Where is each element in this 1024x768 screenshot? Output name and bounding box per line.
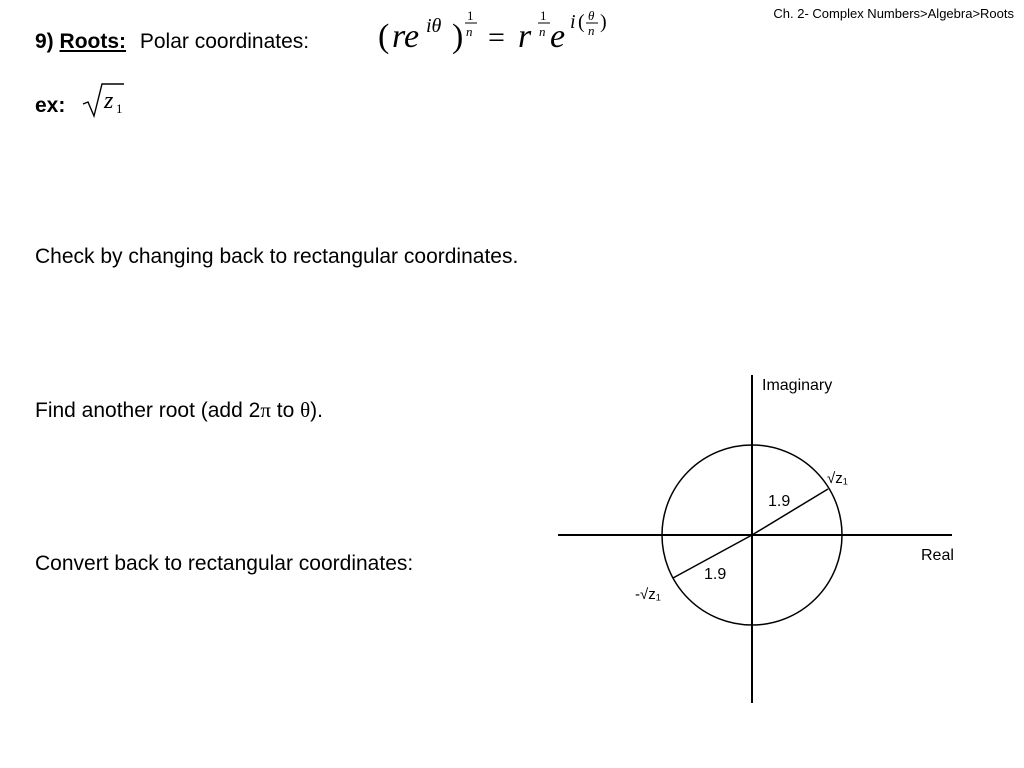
formula-lhs-base: re: [392, 18, 420, 55]
polar-root-formula: [378, 4, 618, 64]
formula-open-paren: (: [378, 18, 390, 55]
sqrt-z-subscript: 1: [116, 101, 123, 116]
formula-rhs-frac-den: n: [539, 24, 546, 39]
formula-equals: =: [488, 21, 505, 54]
another-root-mid: to: [270, 399, 301, 422]
pi-symbol: π: [260, 398, 271, 422]
another-root-instruction: [35, 398, 323, 423]
section-number: 9): [35, 30, 54, 53]
another-root-prefix: Find another root (add 2: [35, 399, 261, 422]
breadcrumb: Ch. 2- Complex Numbers>Algebra>Roots: [773, 6, 1014, 21]
complex-plane-diagram: [555, 370, 965, 710]
sqrt-z: z: [104, 88, 114, 114]
root-label-1: √z₁: [827, 470, 848, 487]
radius-label-1: 1.9: [768, 493, 791, 510]
formula-lhs-frac-num: 1: [467, 8, 474, 23]
section-title: Roots:: [59, 30, 127, 53]
sqrt-z1-expression: [80, 80, 130, 120]
formula-rhs-exp-i: i: [570, 11, 576, 33]
another-root-suffix: ).: [310, 399, 323, 422]
real-label: Real: [921, 547, 954, 564]
root-label-2: -√z₁: [635, 586, 661, 603]
theta-symbol: θ: [300, 398, 311, 422]
radius-label-2: 1.9: [704, 566, 727, 583]
section-subtitle: Polar coordinates:: [139, 30, 310, 53]
formula-rhs-exp-close: ): [600, 11, 607, 33]
formula-lhs-frac-den: n: [466, 24, 473, 39]
formula-rhs-base: r: [518, 18, 532, 55]
formula-rhs-frac-num: 1: [540, 8, 547, 23]
section-heading: [35, 30, 309, 54]
formula-rhs-e: e: [550, 18, 566, 55]
imaginary-label: Imaginary: [762, 377, 833, 394]
formula-rhs-exp-n: n: [588, 23, 595, 38]
check-instruction: Check by changing back to rectangular coordinates.: [35, 245, 519, 268]
example-label: ex:: [35, 94, 66, 117]
formula-rhs-exp-theta: θ: [588, 8, 595, 23]
formula-rhs-exp-open: (: [578, 11, 585, 33]
convert-instruction: Convert back to rectangular coordinates:: [35, 552, 414, 575]
formula-close-paren: ): [452, 18, 464, 55]
formula-lhs-exp: iθ: [426, 15, 442, 37]
